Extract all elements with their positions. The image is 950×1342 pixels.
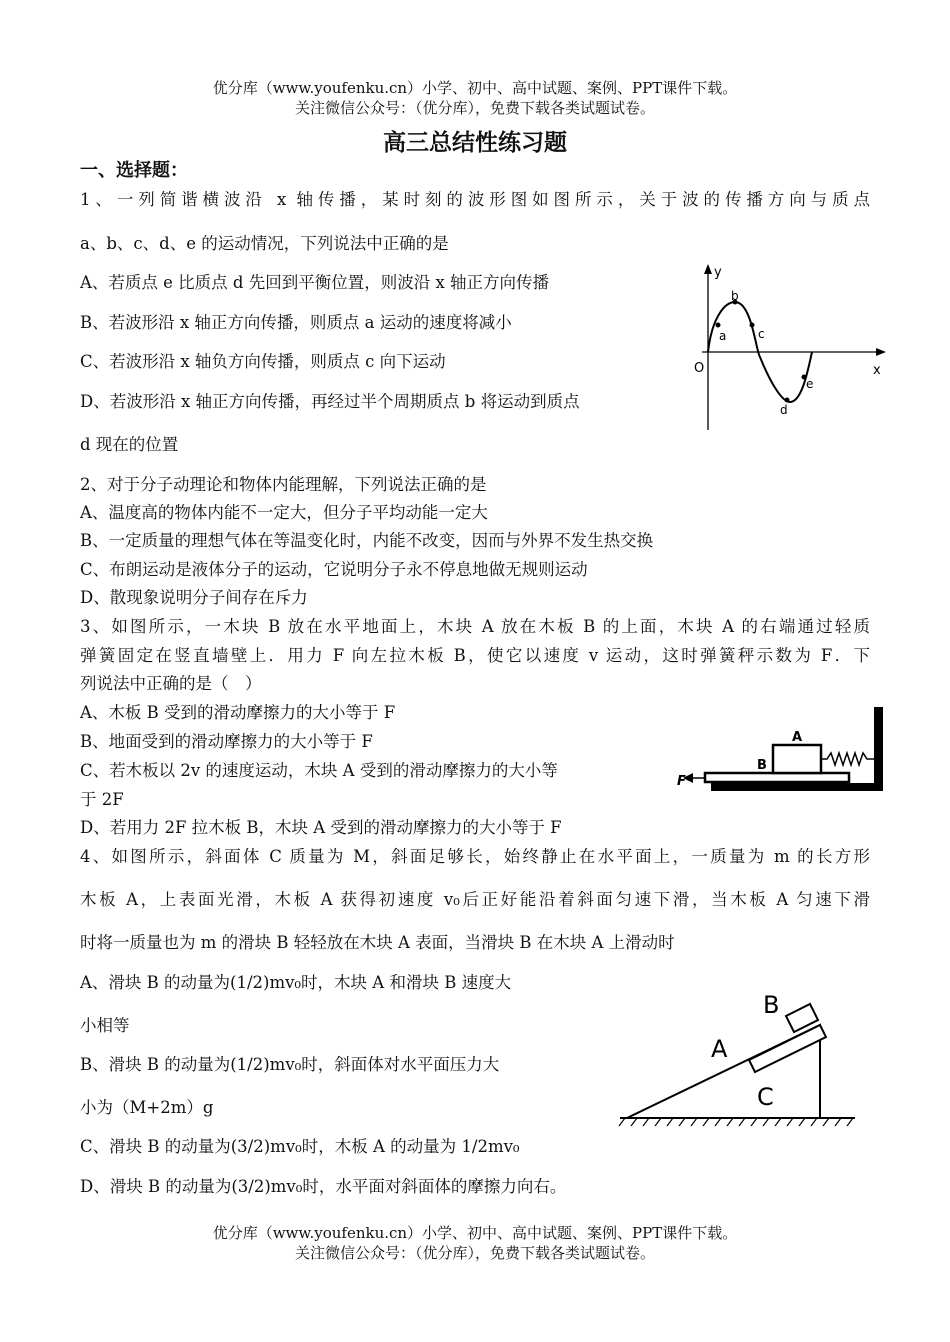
spring [821,753,874,765]
q1-option-d-line-2: d 现在的位置 [80,435,179,454]
label-a: a [719,329,727,343]
q4-option-b-line-1: B、滑块 B 的动量为(1/2)mv₀时，斜面体对水平面压力大 [80,1055,500,1074]
q1-option-d-line-1: D、若波形沿 x 轴正方向传播，再经过半个周期质点 b 将运动到质点 [80,392,580,411]
label-b: B [763,991,780,1019]
footer-line-2: 关注微信公众号：（优分库），免费下载各类试题试卷。 [294,1244,655,1262]
q4-option-a-line-2: 小相等 [80,1016,130,1035]
footer-line-1: 优分库（www.youfenku.cn）小学、初中、高中试题、案例、PPT课件下载。 [212,1224,738,1242]
q3-stem-line-2: 弹簧固定在竖直墙壁上．用力 F 向左拉木板 B，使它以速度 v 运动，这时弹簧秤示数为 F．下 [80,646,870,665]
q4-stem-line-2: 木板 A，上表面光滑，木板 A 获得初速度 v₀后正好能沿着斜面匀速下滑，当木板 A 匀速下滑 [80,890,870,909]
label-c: c [758,327,765,341]
ground-hatching [619,1118,853,1126]
q2-stem: 2、对于分子动理论和物体内能理解，下列说法正确的是 [80,475,487,494]
q3-stem-line-1: 3、如图所示，一木块 B 放在水平地面上，木块 A 放在木板 B 的上面，木块 A 的右端通过轻质 [80,617,870,636]
label-c: C [757,1083,774,1111]
q1-option-a: A、若质点 e 比质点 d 先回到平衡位置，则波沿 x 轴正方向传播 [80,273,550,292]
header-line-1: 优分库（www.youfenku.cn）小学、初中、高中试题、案例、PPT课件下载。 [212,79,738,97]
point-c [750,323,755,328]
point-a [716,323,721,328]
x-axis-arrow [876,348,886,356]
label-b: b [731,289,739,303]
spring-block-figure [675,705,890,795]
q4-option-a-line-1: A、滑块 B 的动量为(1/2)mv₀时，木块 A 和滑块 B 速度大 [80,973,512,992]
label-a: A [711,1035,728,1063]
q4-stem-line-3: 时将一质量也为 m 的滑块 B 轻轻放在木块 A 表面，当滑块 B 在木块 A 上滑动时 [80,933,675,952]
ground [711,783,883,791]
q3-option-c-line-2: 于 2F [80,790,124,809]
label-d: d [780,403,788,417]
page-title: 高三总结性练习题 [383,130,567,156]
q3-stem-line-3: 列说法中正确的是（ ） [80,674,262,693]
q1-option-b: B、若波形沿 x 轴正方向传播，则质点 a 运动的速度将减小 [80,313,512,332]
q2-option-b: B、一定质量的理想气体在等温变化时，内能不改变，因而与外界不发生热交换 [80,531,654,550]
q4-stem-line-1: 4、如图所示，斜面体 C 质量为 M，斜面足够长，始终静止在水平面上，一质量为 m 的长方形 [80,847,870,866]
q4-option-b-line-2: 小为（M+2m）g [80,1098,214,1117]
label-force-f: F [677,774,686,789]
q1-stem-line-2: a、b、c、d、e 的运动情况，下列说法中正确的是 [80,234,449,253]
q3-option-b: B、地面受到的滑动摩擦力的大小等于 F [80,732,373,751]
header-line-2: 关注微信公众号：（优分库），免费下载各类试题试卷。 [294,99,655,117]
label-e: e [806,377,814,391]
q3-option-a: A、木板 B 受到的滑动摩擦力的大小等于 F [80,703,396,722]
incline-figure [615,985,860,1130]
origin-label: O [694,361,705,376]
wall [874,707,883,791]
q2-option-c: C、布朗运动是液体分子的运动，它说明分子永不停息地做无规则运动 [80,560,588,579]
q1-option-c: C、若波形沿 x 轴负方向传播，则质点 c 向下运动 [80,352,446,371]
label-board-b: B [757,758,767,773]
q2-option-a: A、温度高的物体内能不一定大，但分子平均动能一定大 [80,503,488,522]
q2-option-d: D、散现象说明分子间存在斥力 [80,588,308,607]
q3-option-c-line-1: C、若木板以 2v 的速度运动，木块 A 受到的滑动摩擦力的大小等 [80,761,558,780]
q4-option-c: C、滑块 B 的动量为(3/2)mv₀时，木板 A 的动量为 1/2mv₀ [80,1137,520,1156]
section-heading: 一、选择题： [80,160,188,181]
label-block-a: A [792,730,803,745]
y-axis-arrow [704,264,712,274]
wave-figure [690,262,890,432]
y-axis-label: y [714,265,722,280]
point-d [785,398,790,403]
q1-stem-line-1: 1、一列简谐横波沿 x 轴传播，某时刻的波形图如图所示，关于波的传播方向与质点 [80,190,870,209]
q4-option-d: D、滑块 B 的动量为(3/2)mv₀时，水平面对斜面体的摩擦力向右。 [80,1177,567,1196]
q3-option-d: D、若用力 2F 拉木板 B，木块 A 受到的滑动摩擦力的大小等于 F [80,818,562,837]
board-b [705,773,849,782]
x-axis-label: x [873,363,881,378]
block-a [773,745,821,773]
